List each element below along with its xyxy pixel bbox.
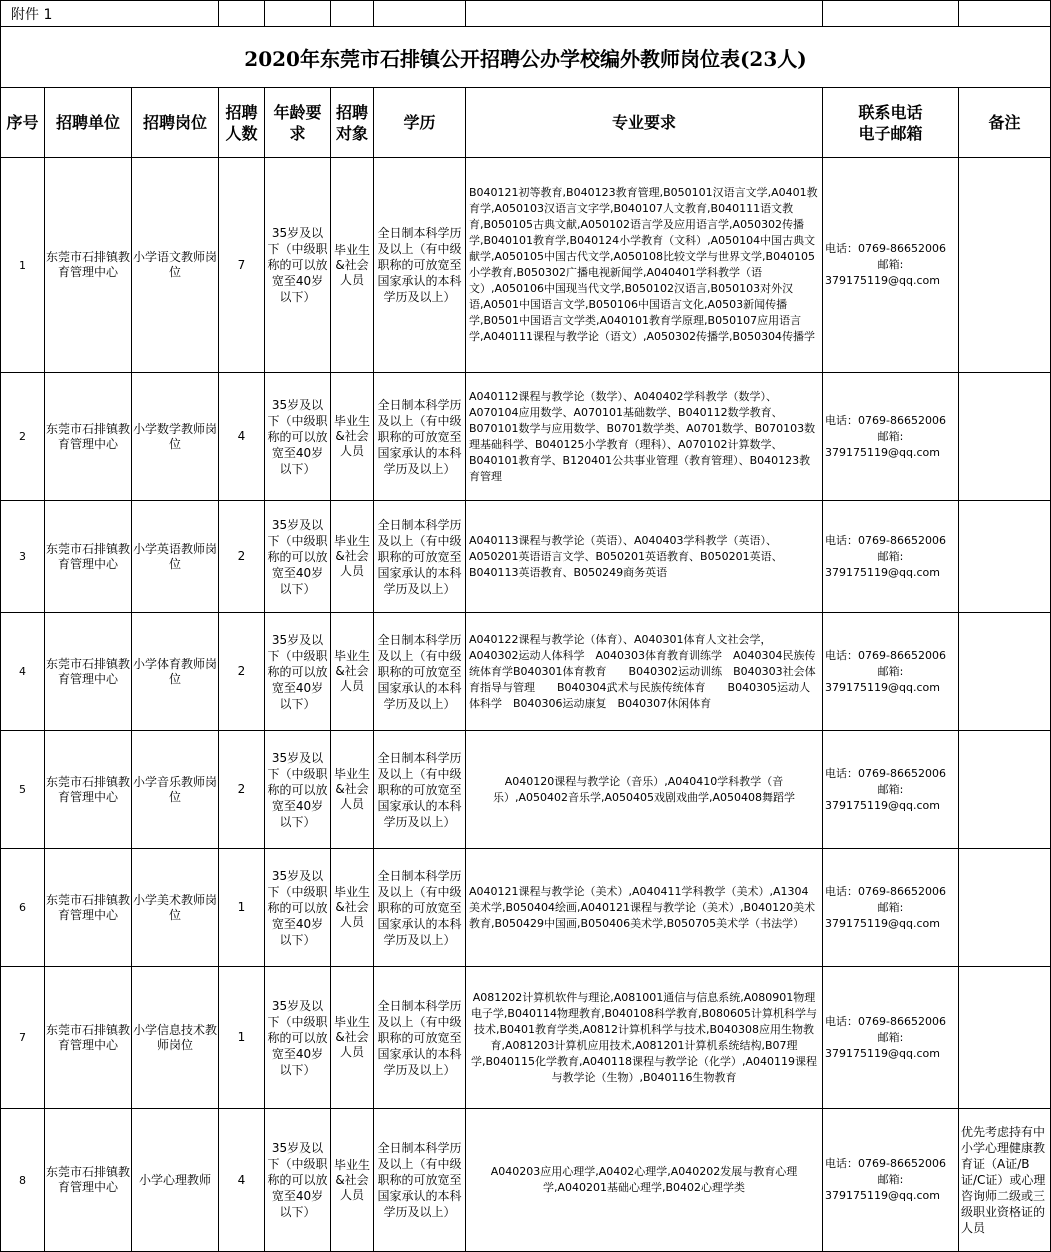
row-count: 1 — [219, 967, 265, 1109]
row-age: 35岁及以下（中级职称的可以放宽至40岁以下） — [265, 501, 331, 613]
table-row — [1, 967, 1051, 1109]
contact-phone: 电话：0769-86652006 — [825, 766, 946, 780]
row-target: 毕业生&社会人员 — [331, 1109, 374, 1252]
row-remark — [959, 501, 1051, 613]
row-position: 小学信息技术教师岗位 — [132, 967, 219, 1109]
row-target: 毕业生&社会人员 — [331, 849, 374, 967]
row-count: 2 — [219, 731, 265, 849]
row-age: 35岁及以下（中级职称的可以放宽至40岁以下） — [265, 967, 331, 1109]
row-target: 毕业生&社会人员 — [331, 158, 374, 373]
header-row — [1, 88, 1051, 158]
contact-mail-label: 邮箱: — [877, 1030, 904, 1044]
contact-phone: 电话：0769-86652006 — [825, 648, 946, 662]
row-seq: 6 — [1, 849, 45, 967]
row-unit: 东莞市石排镇教育管理中心 — [45, 613, 132, 731]
table-row — [1, 158, 1051, 373]
page-title: 2020年东莞市石排镇公开招聘公办学校编外教师岗位表(23人) — [1, 27, 1051, 88]
table-row — [1, 1109, 1051, 1252]
row-major: A040122课程与教学论（体育）、A040301体育人文社会学，A040302运动人体科学 A040303体育教育训练学 A040304民族传统体育学B040301体育教育 B040302运动训练 B040303社会体育指导与管理 B040304武术与民族传统体育 B040305运动人体科学 B040306运动康复 B040307休闲体育 — [466, 613, 823, 731]
contact-mail-label: 邮箱: — [877, 782, 904, 796]
row-contact — [823, 158, 959, 373]
row-education: 全日制本科学历及以上（有中级职称的可放宽至国家承认的本科学历及以上） — [374, 158, 466, 373]
contact-mail-label: 邮箱: — [877, 549, 904, 563]
row-remark — [959, 373, 1051, 501]
contact-mail-label: 邮箱: — [877, 664, 904, 678]
table-row — [1, 373, 1051, 501]
header-education: 学历 — [374, 88, 466, 158]
attachment-label: 附件 1 — [1, 1, 219, 27]
row-position: 小学语文教师岗位 — [132, 158, 219, 373]
contact-email: 379175119@qq.com — [825, 1046, 940, 1060]
row-seq: 7 — [1, 967, 45, 1109]
row-age: 35岁及以下（中级职称的可以放宽至40岁以下） — [265, 849, 331, 967]
header-age: 年龄要 求 — [265, 88, 331, 158]
row-target: 毕业生&社会人员 — [331, 731, 374, 849]
header-major: 专业要求 — [466, 88, 823, 158]
row-contact — [823, 501, 959, 613]
row-remark — [959, 849, 1051, 967]
title-row — [1, 27, 1051, 88]
row-remark — [959, 613, 1051, 731]
contact-phone: 电话：0769-86652006 — [825, 533, 946, 547]
row-major: A040120课程与教学论（音乐）,A040410学科教学（音乐）,A050402音乐学,A050405戏剧戏曲学,A050408舞蹈学 — [466, 731, 823, 849]
row-target: 毕业生&社会人员 — [331, 967, 374, 1109]
contact-email: 379175119@qq.com — [825, 798, 940, 812]
row-count: 1 — [219, 849, 265, 967]
row-age: 35岁及以下（中级职称的可以放宽至40岁以下） — [265, 158, 331, 373]
row-major: A040121课程与教学论（美术）,A040411学科教学（美术）,A1304美术学,B050404绘画,A040121课程与教学论（美术）,B040120美术教育,B050429中国画,B050406美术学,B050705美术学（书法学） — [466, 849, 823, 967]
row-count: 4 — [219, 373, 265, 501]
row-unit: 东莞市石排镇教育管理中心 — [45, 967, 132, 1109]
table-row — [1, 613, 1051, 731]
row-education: 全日制本科学历及以上（有中级职称的可放宽至国家承认的本科学历及以上） — [374, 373, 466, 501]
header-target: 招聘 对象 — [331, 88, 374, 158]
row-major: B040121初等教育,B040123教育管理,B050101汉语言文学,A0401教育学,A050103汉语言文字学,B040107人文教育,B040111语文教育,B050105古典文献,A050102语言学及应用语言学,A050302传播学,B040101教育学,B040124小学教育（文科）,A050104中国古典文献学,A050105中国古代文学,A050108比较文学与世界文学,B040105小学教育,B050302广播电视新闻学,A040401学科教学（语文）,A050106中国现当代文学,B050102汉语言,B050103对外汉语,A0501中国语言文学,B050106中国语言文化,A0503新闻传播学,B0501中国语言文学类,A040101教育学原理,B050107应用语言学,A040111课程与教学论（语文）,A050302传播学,B050304传播学 — [466, 158, 823, 373]
row-major: A081202计算机软件与理论,A081001通信与信息系统,A080901物理电子学,B040114物理教育,B040108科学教育,B080605计算机科学与技术,B0401教育学类,A0812计算机科学与技术,B040308应用生物教育,A081203计算机应用技术,A081201计算机系统结构,B07理学,B040115化学教育,A040118课程与教学论（化学）,A040119课程与教学论（生物）,B040116生物教育 — [466, 967, 823, 1109]
contact-email: 379175119@qq.com — [825, 565, 940, 579]
row-seq: 4 — [1, 613, 45, 731]
row-seq: 3 — [1, 501, 45, 613]
row-education: 全日制本科学历及以上（有中级职称的可放宽至国家承认的本科学历及以上） — [374, 501, 466, 613]
row-major: A040203应用心理学,A0402心理学,A040202发展与教育心理学,A040201基础心理学,B0402心理学类 — [466, 1109, 823, 1252]
row-remark — [959, 731, 1051, 849]
row-unit: 东莞市石排镇教育管理中心 — [45, 849, 132, 967]
row-unit: 东莞市石排镇教育管理中心 — [45, 373, 132, 501]
row-position: 小学心理教师 — [132, 1109, 219, 1252]
row-target: 毕业生&社会人员 — [331, 373, 374, 501]
table-row — [1, 501, 1051, 613]
row-remark — [959, 158, 1051, 373]
header-seq: 序号 — [1, 88, 45, 158]
row-count: 2 — [219, 501, 265, 613]
row-target: 毕业生&社会人员 — [331, 613, 374, 731]
contact-phone: 电话：0769-86652006 — [825, 242, 946, 255]
row-education: 全日制本科学历及以上（有中级职称的可放宽至国家承认的本科学历及以上） — [374, 967, 466, 1109]
contact-email: 379175119@qq.com — [825, 1189, 940, 1202]
row-contact — [823, 1109, 959, 1252]
header-remark: 备注 — [959, 88, 1051, 158]
contact-email: 379175119@qq.com — [825, 680, 940, 694]
row-education: 全日制本科学历及以上（有中级职称的可放宽至国家承认的本科学历及以上） — [374, 613, 466, 731]
row-target: 毕业生&社会人员 — [331, 501, 374, 613]
contact-phone: 电话：0769-86652006 — [825, 884, 946, 898]
row-unit: 东莞市石排镇教育管理中心 — [45, 158, 132, 373]
table-row — [1, 731, 1051, 849]
row-seq: 1 — [1, 158, 45, 373]
row-count: 7 — [219, 158, 265, 373]
row-position: 小学英语教师岗位 — [132, 501, 219, 613]
row-unit: 东莞市石排镇教育管理中心 — [45, 1109, 132, 1252]
contact-phone: 电话：0769-86652006 — [825, 1157, 946, 1170]
attachment-row — [1, 1, 1051, 27]
row-position: 小学美术教师岗位 — [132, 849, 219, 967]
row-position: 小学体育教师岗位 — [132, 613, 219, 731]
row-education: 全日制本科学历及以上（有中级职称的可放宽至国家承认的本科学历及以上） — [374, 1109, 466, 1252]
row-seq: 5 — [1, 731, 45, 849]
contact-phone: 电话：0769-86652006 — [825, 1014, 946, 1028]
contact-email: 379175119@qq.com — [825, 916, 940, 930]
row-age: 35岁及以下（中级职称的可以放宽至40岁以下） — [265, 1109, 331, 1252]
contact-mail-label: 邮箱: — [877, 1173, 904, 1186]
row-contact — [823, 613, 959, 731]
row-education: 全日制本科学历及以上（有中级职称的可放宽至国家承认的本科学历及以上） — [374, 731, 466, 849]
header-unit: 招聘单位 — [45, 88, 132, 158]
contact-mail-label: 邮箱: — [877, 900, 904, 914]
row-age: 35岁及以下（中级职称的可以放宽至40岁以下） — [265, 613, 331, 731]
row-contact — [823, 731, 959, 849]
row-major: A040113课程与教学论（英语）、A040403学科教学（英语）、A050201英语语言文学、B050201英语教育、B050201英语、B040113英语教育、B050249商务英语 — [466, 501, 823, 613]
row-remark: 优先考虑持有中小学心理健康教育证（A证/B证/C证）或心理咨询师二级或三级职业资格证的人员 — [959, 1109, 1051, 1252]
contact-mail-label: 邮箱: — [877, 429, 904, 443]
row-major: A040112课程与教学论（数学）、A040402学科教学（数学）、A070104应用数学、A070101基础数学、B040112数学教育、B070101数学与应用数学、B0701数学类、A0701数学、B070103数理基础科学、B040125小学教育（理科）、A070102计算数学、B040101教育学、B120401公共事业管理（教育管理）、B040123教育管理 — [466, 373, 823, 501]
row-unit: 东莞市石排镇教育管理中心 — [45, 501, 132, 613]
contact-phone: 电话：0769-86652006 — [825, 413, 946, 427]
row-position: 小学数学教师岗位 — [132, 373, 219, 501]
header-contact: 联系电话 电子邮箱 — [823, 88, 959, 158]
contact-email: 379175119@qq.com — [825, 445, 940, 459]
row-position: 小学音乐教师岗位 — [132, 731, 219, 849]
contact-email: 379175119@qq.com — [825, 274, 940, 287]
row-contact — [823, 967, 959, 1109]
row-count: 2 — [219, 613, 265, 731]
contact-mail-label: 邮箱: — [877, 258, 904, 271]
row-seq: 8 — [1, 1109, 45, 1252]
header-position: 招聘岗位 — [132, 88, 219, 158]
row-unit: 东莞市石排镇教育管理中心 — [45, 731, 132, 849]
row-age: 35岁及以下（中级职称的可以放宽至40岁以下） — [265, 731, 331, 849]
row-remark — [959, 967, 1051, 1109]
row-education: 全日制本科学历及以上（有中级职称的可放宽至国家承认的本科学历及以上） — [374, 849, 466, 967]
row-count: 4 — [219, 1109, 265, 1252]
row-seq: 2 — [1, 373, 45, 501]
table-row — [1, 849, 1051, 967]
row-contact — [823, 373, 959, 501]
row-contact — [823, 849, 959, 967]
row-age: 35岁及以下（中级职称的可以放宽至40岁以下） — [265, 373, 331, 501]
header-count: 招聘 人数 — [219, 88, 265, 158]
